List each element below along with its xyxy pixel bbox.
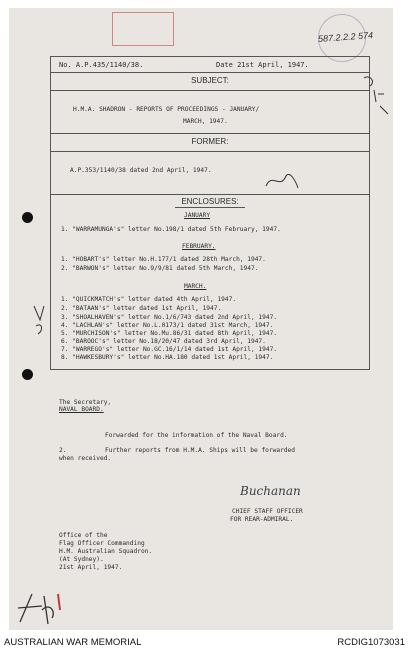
signatory-title-1: CHIEF STAFF OFFICER <box>232 508 303 515</box>
divider <box>50 72 370 73</box>
reference-number: No. A.P.435/1140/38. <box>59 61 144 69</box>
enclosures-heading: ENCLOSURES: <box>181 197 239 206</box>
paragraph-2-line-2: when received. <box>59 455 112 462</box>
paragraph-2-line-1: Further reports from H.M.A. Ships will be forwarded <box>105 447 295 454</box>
punch-hole-bottom <box>22 369 33 380</box>
enclosure-item: 1. "QUICKMATCH's" letter dated 4th April, 1947. <box>61 296 237 303</box>
enclosure-item: 4. "LACHLAN's" letter No.L.0173/1 dated 31st March, 1947. <box>61 322 274 329</box>
march-heading: MARCH. <box>184 283 207 290</box>
subject-heading: SUBJECT: <box>191 76 229 85</box>
enclosure-item: 5. "MURCHISON's" letter No.Mu.86/31 dated 8th April, 1947. <box>61 330 278 337</box>
former-heading: FORMER: <box>191 137 229 146</box>
subject-line-2: MARCH, 1947. <box>183 118 228 125</box>
enclosure-item: 6. "BAROOC's" letter No.18/20/47 dated 3rd April, 1947. <box>61 338 266 345</box>
office-line-1: Office of the <box>59 532 108 539</box>
handwritten-margin-note <box>360 72 394 118</box>
signature: Buchanan <box>240 484 301 498</box>
paragraph-2-number: 2. <box>59 447 67 454</box>
enclosure-item: 3. "SHOALHAVEN's" letter No.1/6/743 dated 2nd April, 1947. <box>61 314 278 321</box>
paragraph-1: Forwarded for the information of the Naval Board. <box>105 432 288 439</box>
enclosure-item: 1. "WARRAMUNGA's" letter No.198/1 dated 5th February, 1947. <box>61 226 281 233</box>
punch-hole-top <box>22 212 33 223</box>
divider <box>175 207 245 208</box>
archive-footer <box>0 630 409 653</box>
handwritten-initials-mark <box>14 588 74 628</box>
signatory-title-2: FOR REAR-ADMIRAL. <box>230 516 294 523</box>
divider <box>50 194 370 195</box>
enclosure-item: 7. "WARREGO's" letter No.GC.16/1/14 dated 1st April, 1947. <box>61 346 278 353</box>
former-reference: A.P.353/1140/38 dated 2nd April, 1947. <box>70 167 212 174</box>
enclosure-item: 8. "HAWKESBURY's" letter No.HA.180 dated 1st April, 1947. <box>61 354 274 361</box>
office-line-3: H.M. Australian Squadron. <box>59 548 153 555</box>
enclosure-item: 2. "BATAAN's" letter dated 1st April, 1947. <box>61 305 222 312</box>
handwritten-margin-initials <box>30 300 52 340</box>
enclosure-item: 1. "HOBART's" letter No.H.177/1 dated 28th March, 1947. <box>61 256 266 263</box>
office-line-5: 21st April, 1947. <box>59 564 123 571</box>
footer-id: RCDIG1073031 <box>337 637 405 648</box>
office-line-4: (At Sydney). <box>59 556 104 563</box>
enclosure-item: 2. "BARWON's" letter No.9/9/81 dated 5th March, 1947. <box>61 265 259 272</box>
office-line-2: Flag Officer Commanding <box>59 540 145 547</box>
file-number-handwritten: 587.2.2.2 574 <box>317 30 374 44</box>
divider <box>50 151 370 152</box>
january-heading: JANUARY <box>184 212 211 219</box>
addressee-line-1: The Secretary, <box>59 399 112 406</box>
february-heading: FEBRUARY. <box>182 243 216 250</box>
subject-line-1: H.M.A. SHADRON - REPORTS OF PROCEEDINGS - JANUARY/ <box>73 106 260 113</box>
handwritten-annotation <box>262 168 302 194</box>
document-date: Date 21st April, 1947. <box>216 61 309 69</box>
addressee-line-2: NAVAL BOARD. <box>59 406 104 413</box>
footer-source: AUSTRALIAN WAR MEMORIAL <box>4 637 142 648</box>
divider <box>50 90 370 91</box>
received-stamp <box>112 12 174 46</box>
divider <box>50 133 370 134</box>
